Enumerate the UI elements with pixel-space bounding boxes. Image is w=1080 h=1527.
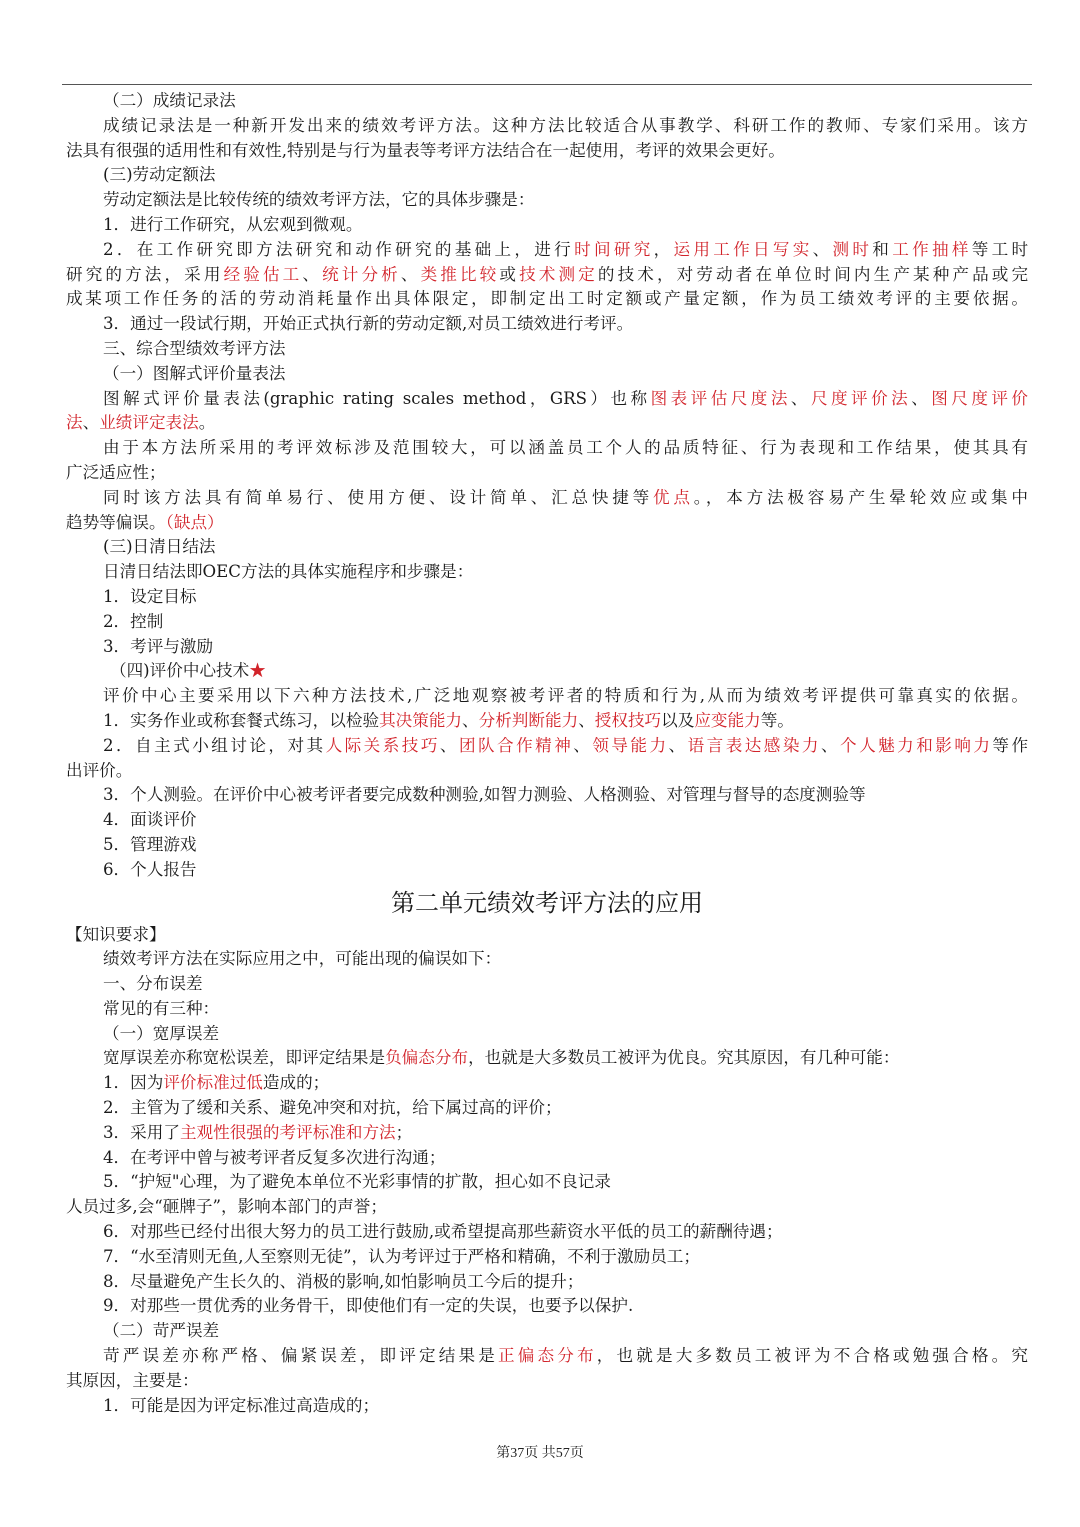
subsection-title: （一）宽厚误差 [103, 1023, 220, 1043]
subsection-title: (三)日清日结法 [103, 537, 216, 557]
paragraph-line: 趋势等偏误。（缺点） [66, 512, 224, 532]
highlight-text: 时间研究 [574, 239, 654, 259]
highlight-text: 正偏态分布 [497, 1346, 597, 1366]
highlight-text: 统计分析 [322, 264, 401, 284]
list-item: 8．尽量避免产生长久的、消极的影响,如怕影响员工今后的提升； [103, 1271, 584, 1291]
highlight-text: 授权技巧 [594, 710, 662, 730]
list-item: 5．管理游戏 [103, 834, 197, 854]
list-item: 1．进行工作研究，从宏观到微观。 [103, 214, 363, 234]
highlight-text: 分析判断能力 [478, 710, 579, 730]
list-item: 1．因为评价标准过低造成的； [103, 1073, 330, 1093]
list-item: 2．在工作研究即方法研究和动作研究的基础上，进行时间研究，运用工作日写实、测时和工作抽样等工时 [103, 239, 1028, 259]
highlight-text: 图尺度评价 [931, 388, 1028, 408]
paragraph-line: 人员过多,会“砸牌子”，影响本部门的声誉； [66, 1197, 387, 1217]
highlight-text: 类推比较 [420, 264, 500, 284]
list-item: 9．对那些一贯优秀的业务骨干，即使他们有一定的失误，也要予以保护. [103, 1296, 634, 1316]
paragraph-line: 由于本方法所采用的考评效标涉及范围较大，可以涵盖员工个人的品质特征、行为表现和工作结果，使其具有 [103, 438, 1028, 458]
list-item: 1．实务作业或称套餐式练习，以检验其决策能力、分析判断能力、授权技巧以及应变能力等。 [103, 710, 794, 730]
list-item: 1．可能是因为评定标准过高造成的； [103, 1395, 380, 1415]
highlight-text: 领导能力 [592, 735, 669, 755]
list-item: 4．在考评中曾与被考评者反复多次进行沟通； [103, 1147, 446, 1167]
paragraph-line: 劳动定额法是比较传统的绩效考评方法，它的具体步骤是： [103, 190, 535, 210]
list-item: 3．采用了主观性很强的考评标准和方法； [103, 1122, 413, 1142]
list-item: 2．自主式小组讨论，对其人际关系技巧、团队合作精神、领导能力、语言表达感染力、个人魅力和影响力等作 [103, 735, 1028, 755]
list-item: 2．控制 [103, 611, 164, 631]
highlight-text: 团队合作精神 [458, 735, 574, 755]
highlight-text: 负偏态分布 [385, 1048, 469, 1068]
section-title: （二）成绩记录法 [103, 91, 236, 110]
paragraph-line: 评价中心主要采用以下六种方法技术,广泛地观察被考评者的特质和行为,从而为绩效考评提供可靠真实的依据。 [103, 686, 1028, 706]
paragraph-line: 绩效考评方法在实际应用之中，可能出现的偏误如下： [103, 949, 502, 969]
list-item: 2．主管为了缓和关系、避免冲突和对抗，给下属过高的评价； [103, 1098, 562, 1118]
highlight-text: 个人魅力和影响力 [840, 735, 993, 755]
paragraph-line: 成某项工作任务的活的劳动消耗量作出具体限定，即制定出工时定额或产量定额，作为员工绩效考评的主要依据。 [66, 289, 1028, 309]
highlight-text: （缺点） [165, 512, 224, 532]
list-item: 4．面谈评价 [103, 810, 197, 830]
highlight-text: 语言表达感染力 [687, 735, 821, 755]
paragraph-line: 法具有很强的适用性和有效性,特别是与行为量表等考评方法结合在一起使用，考评的效果会更好。 [66, 140, 785, 160]
page-number: 第37页 共57页 [496, 1446, 584, 1461]
paragraph-line: 日清日结法即OEC方法的具体实施程序和步骤是： [103, 562, 474, 582]
paragraph-line: 图解式评价量表法(graphic rating scales method，GRS）也称图表评估尺度法、尺度评价法、图尺度评价 [103, 388, 1028, 408]
highlight-text: 工作抽样 [892, 239, 972, 259]
highlight-text: 其决策能力 [379, 710, 463, 730]
section-title: (三)劳动定额法 [103, 165, 216, 185]
paragraph-line: 同时该方法具有简单易行、使用方便、设计简单、汇总快捷等优点。，本方法极容易产生晕轮效应或集中 [103, 487, 1028, 507]
highlight-text: 优点 [653, 487, 694, 507]
list-item: 5．“护短"心理，为了避免本单位不光彩事情的扩散，担心如不良记录 [103, 1172, 611, 1192]
highlight-text: 运用工作日写实 [673, 239, 813, 259]
document-body [66, 89, 1028, 1418]
highlight-text: 测时 [832, 239, 873, 259]
paragraph-line: 成绩记录法是一种新开发出来的绩效考评方法。这种方法比较适合从事教学、科研工作的教师、专家们采用。该方 [103, 115, 1028, 135]
highlight-text: 尺度评价法 [810, 388, 912, 408]
subsection-title: （一）图解式评价量表法 [103, 363, 286, 383]
list-item: 3．考评与激励 [103, 636, 214, 656]
highlight-text: 图表评估尺度法 [650, 388, 791, 408]
paragraph-line: 苛严误差亦称严格、偏紧误差，即评定结果是正偏态分布，也就是大多数员工被评为不合格或勉强合格。究 [103, 1346, 1028, 1366]
section-title: 三、综合型绩效考评方法 [103, 338, 286, 358]
section-title: 一、分布误差 [103, 974, 203, 994]
paragraph-line: 出评价。 [66, 760, 133, 780]
highlight-text: 业绩评定表法 [99, 413, 199, 433]
list-item: 6．个人报告 [103, 859, 197, 879]
paragraph-line: 宽厚误差亦称宽松误差，即评定结果是负偏态分布，也就是大多数员工被评为优良。究其原因，有几种可能： [103, 1048, 900, 1068]
highlight-text: 经验估工 [223, 264, 303, 284]
list-item: 7．“水至清则无鱼,人至察则无徒”，认为考评过于严格和精确，不利于激励员工； [103, 1246, 700, 1266]
paragraph-line: 研究的方法，采用经验估工、统计分析、类推比较或技术测定的技术，对劳动者在单位时间内生产某种产品或完 [66, 264, 1028, 284]
paragraph-line: 其原因，主要是： [66, 1370, 199, 1390]
subsection-title: （四)评价中心技术★ [110, 661, 266, 681]
list-item: 3．通过一段试行期，开始正式执行新的劳动定额,对员工绩效进行考评。 [103, 314, 634, 334]
highlight-text: 法 [66, 413, 83, 433]
highlight-text: 人际关系技巧 [325, 735, 440, 755]
paragraph-line: 常见的有三种： [103, 998, 220, 1018]
highlight-text: 技术测定 [519, 264, 598, 284]
subsection-title: （二）苛严误差 [103, 1321, 220, 1341]
paragraph-line: 广泛适应性； [66, 462, 166, 482]
header-rule [62, 84, 1032, 85]
list-item: 1．设定目标 [103, 586, 197, 606]
knowledge-label: 【知识要求】 [66, 924, 166, 944]
list-item: 3．个人测验。在评价中心被考评者要完成数种测验,如智力测验、人格测验、对管理与督导的态度测验等 [103, 785, 866, 805]
list-item: 6．对那些已经付出很大努力的员工进行鼓励,或希望提高那些薪资水平低的员工的薪酬待遇； [103, 1222, 783, 1242]
highlight-text: 评价标准过低 [163, 1073, 263, 1093]
highlight-text: 主观性很强的考评标准和方法 [179, 1122, 396, 1142]
star-icon: ★ [249, 661, 266, 681]
paragraph-line: 法、业绩评定表法。 [66, 413, 216, 433]
unit-heading: 第二单元绩效考评方法的应用 [391, 888, 703, 917]
highlight-text: 应变能力 [694, 710, 761, 730]
